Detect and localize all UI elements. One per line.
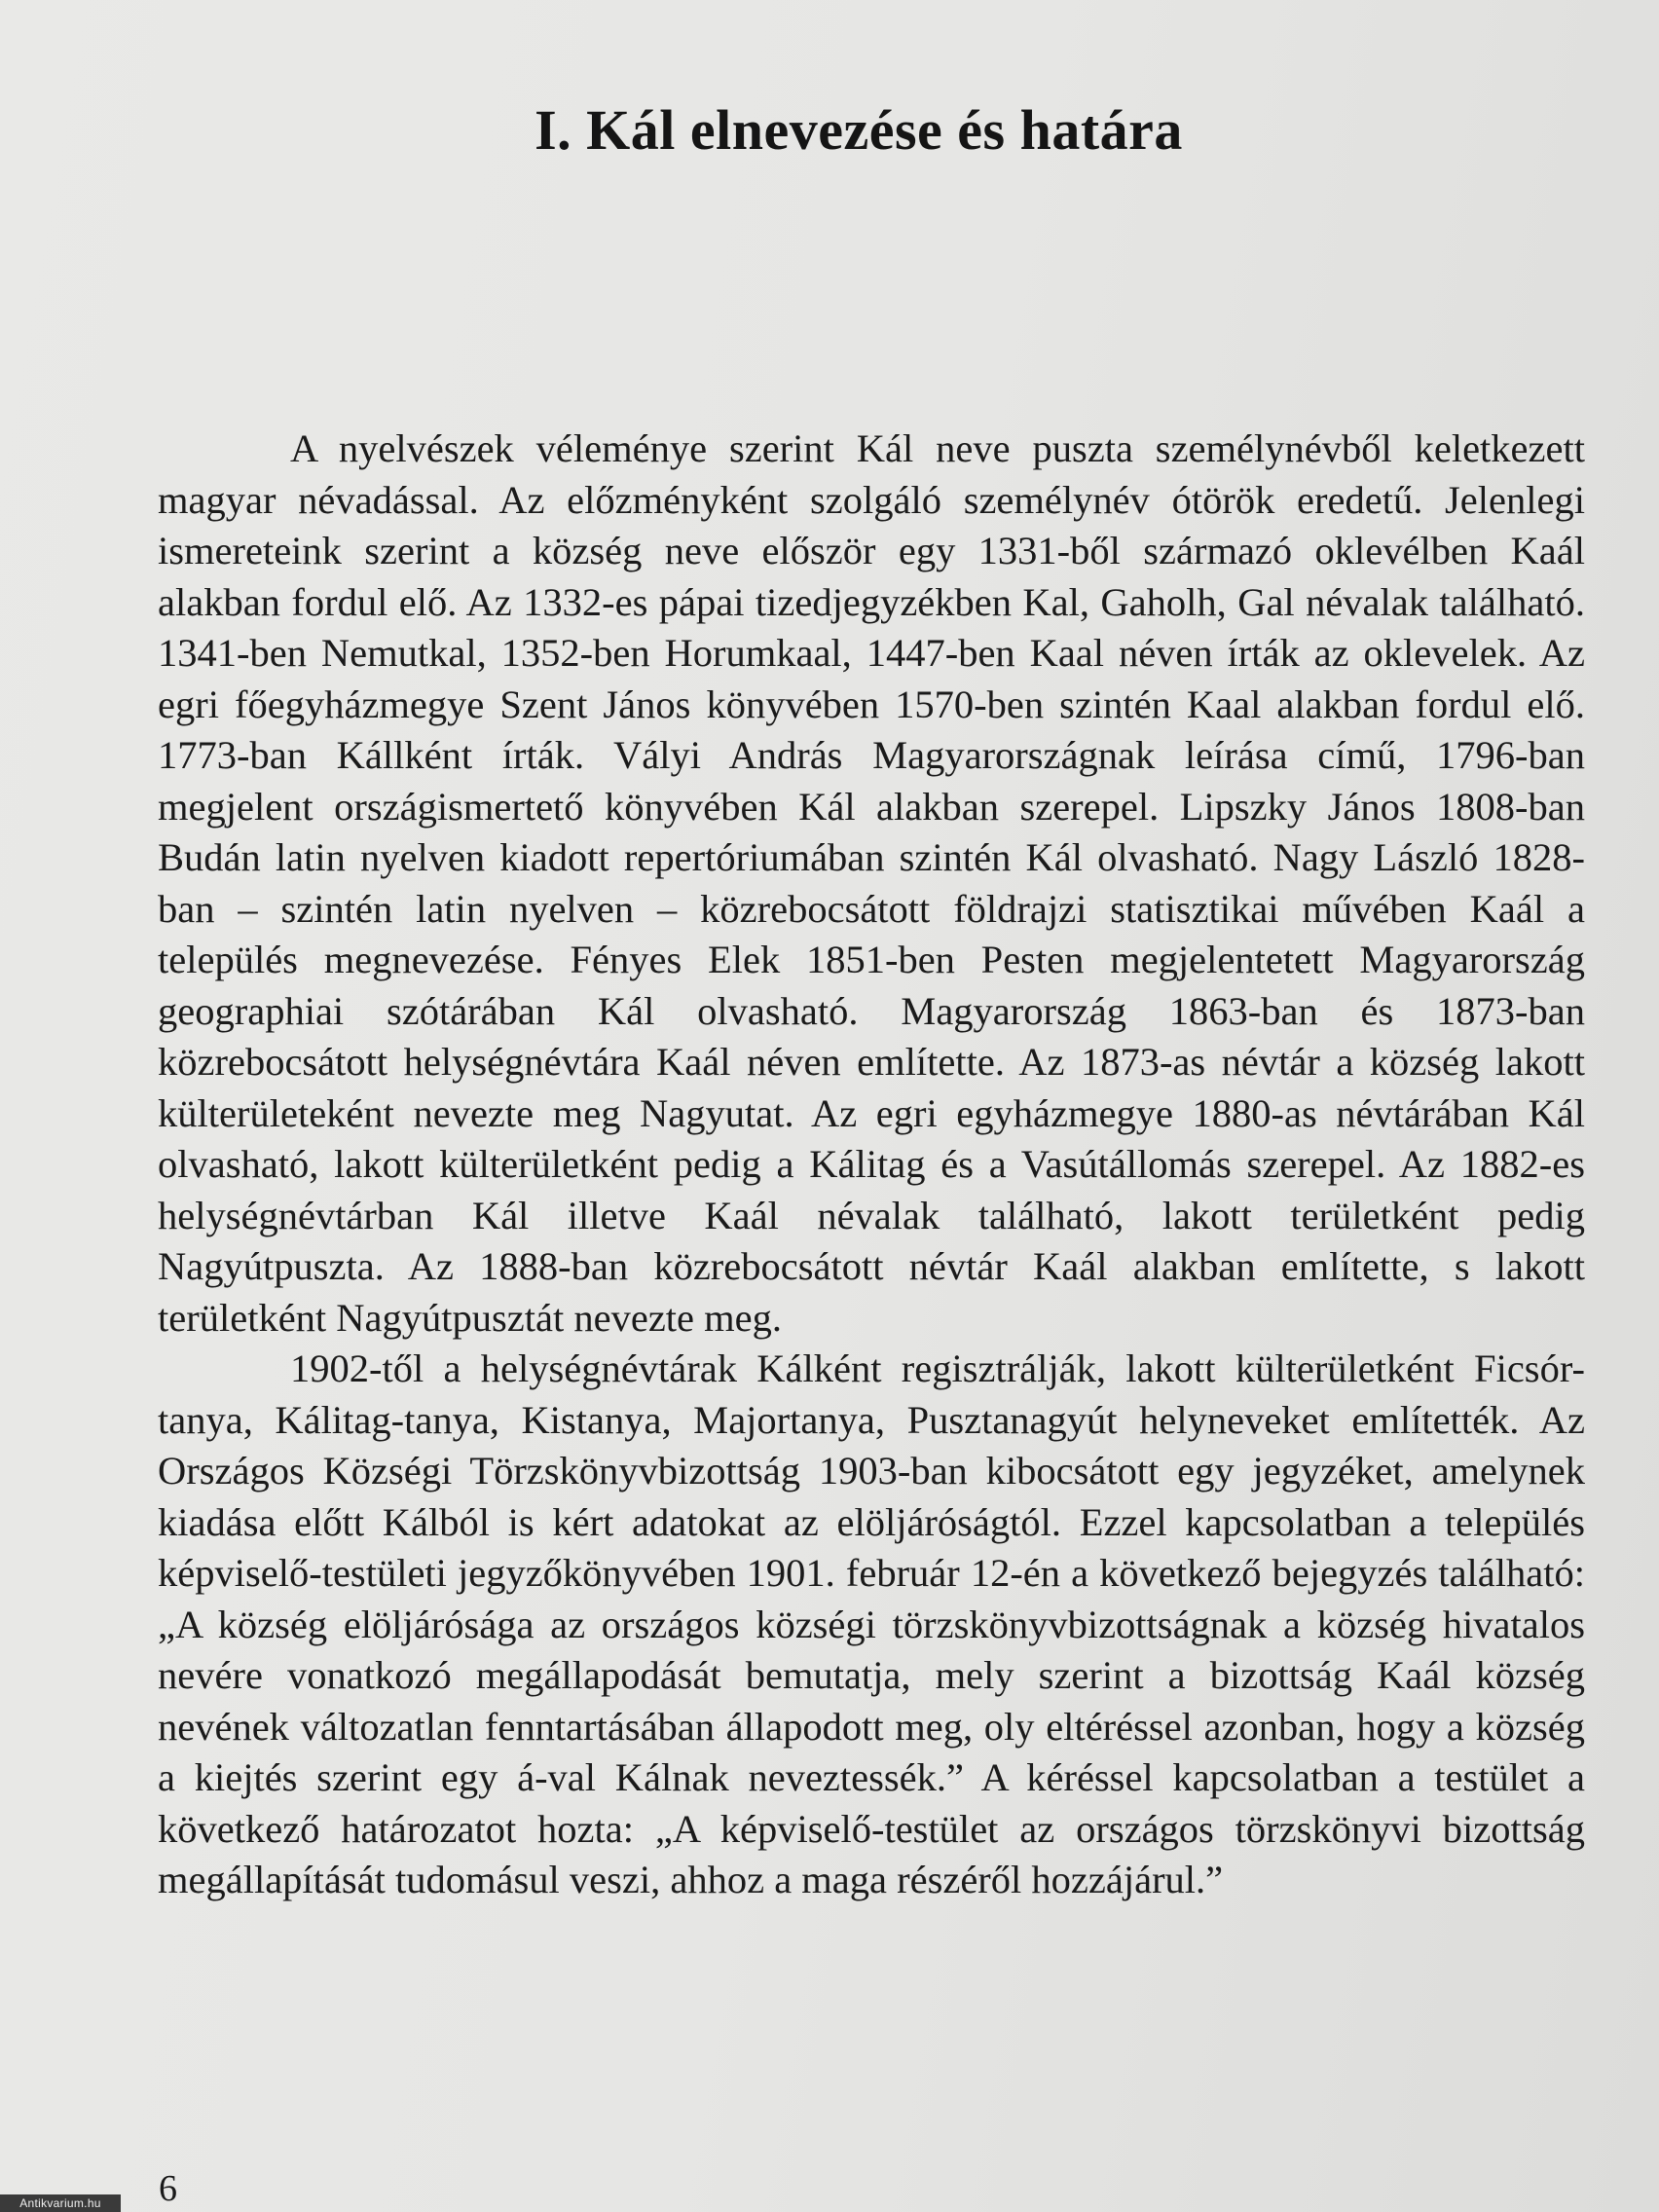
paragraph-2: 1902-től a helységnévtárak Kálként regisztrálják, lakott külterületként Ficsór-tanya, Kálitag-tanya, Kistanya, Majortanya, Pusztanagyút helyneveket említették. Az Országos Községi Törzskönyvbizottság 1903-ban kibocsátott egy jegyzéket, amelynek kiadása előtt Kálból is kért adatokat az elöljáróságtól. Ezzel kapcsolatban a település képviselő-testületi jegyzőkönyvében 1901. február 12-én a következő bejegyzés található: „A község elöljárósága az országos községi törzskönyvbizottságnak a község hivatalos nevére vonatkozó megállapodását bemutatja, mely szerint a bizottság Kaál község nevének változatlan fenntartásában állapodott meg, oly eltéréssel azonban, hogy a község a kiejtés szerint egy á-val Kálnak neveztessék.” A kéréssel kapcsolatban a testület a következő határozatot hozta: „A képviselő-testület az országos törzskönyvi bizottság megállapítását tudomásul veszi, ahhoz a maga részéről hozzájárul.” (158, 1346, 1585, 1901)
paragraph-1: A nyelvészek véleménye szerint Kál neve puszta személynévből keletkezett magyar névadással. Az előzményként szolgáló személynév ótörök eredetű. Jelenlegi ismereteink szerint a község neve először egy 1331-ből származó oklevélben Kaál alakban fordul elő. Az 1332-es pápai tizedjegyzékben Kal, Gaholh, Gal névalak található. 1341-ben Nemutkal, 1352-ben Horumkaal, 1447-ben Kaal néven írták az oklevelek. Az egri főegyházmegye Szent János könyvében 1570-ben szintén Kaal alakban fordul elő. 1773-ban Kállként írták. Vályi András Magyarországnak leírása című, 1796-ban megjelent országismertető könyvében Kál alakban szerepel. Lipszky János 1808-ban Budán latin nyelven kiadott repertóriumában szintén Kál olvasható. Nagy László 1828-ban – szintén latin nyelven – közrebocsátott földrajzi statisztikai művében Kaál a település megnevezése. Fényes Elek 1851-ben Pesten megjelentetett Magyarország geographiai szótárában Kál olvasható. Magyarország 1863-ban és 1873-ban közrebocsátott helységnévtára Kaál néven említette. Az 1873-as névtár a község lakott külterületeként nevezte meg Nagyutat. Az egri egyházmegye 1880-as névtárában Kál olvasható, lakott külterületként pedig a Kálitag és a Vasútállomás szerepel. Az 1882-es helységnévtárban Kál illetve Kaál névalak található, lakott területként pedig Nagyútpuszta. Az 1888-ban közrebocsátott névtár Kaál alakban említette, s lakott területként Nagyútpusztát nevezte meg. (158, 426, 1585, 1340)
watermark: Antikvarium.hu (0, 2194, 121, 2212)
body-text (158, 424, 1585, 1906)
page-number: 6 (159, 2168, 177, 2209)
chapter-title: I. Kál elnevezése és határa (535, 98, 1183, 162)
